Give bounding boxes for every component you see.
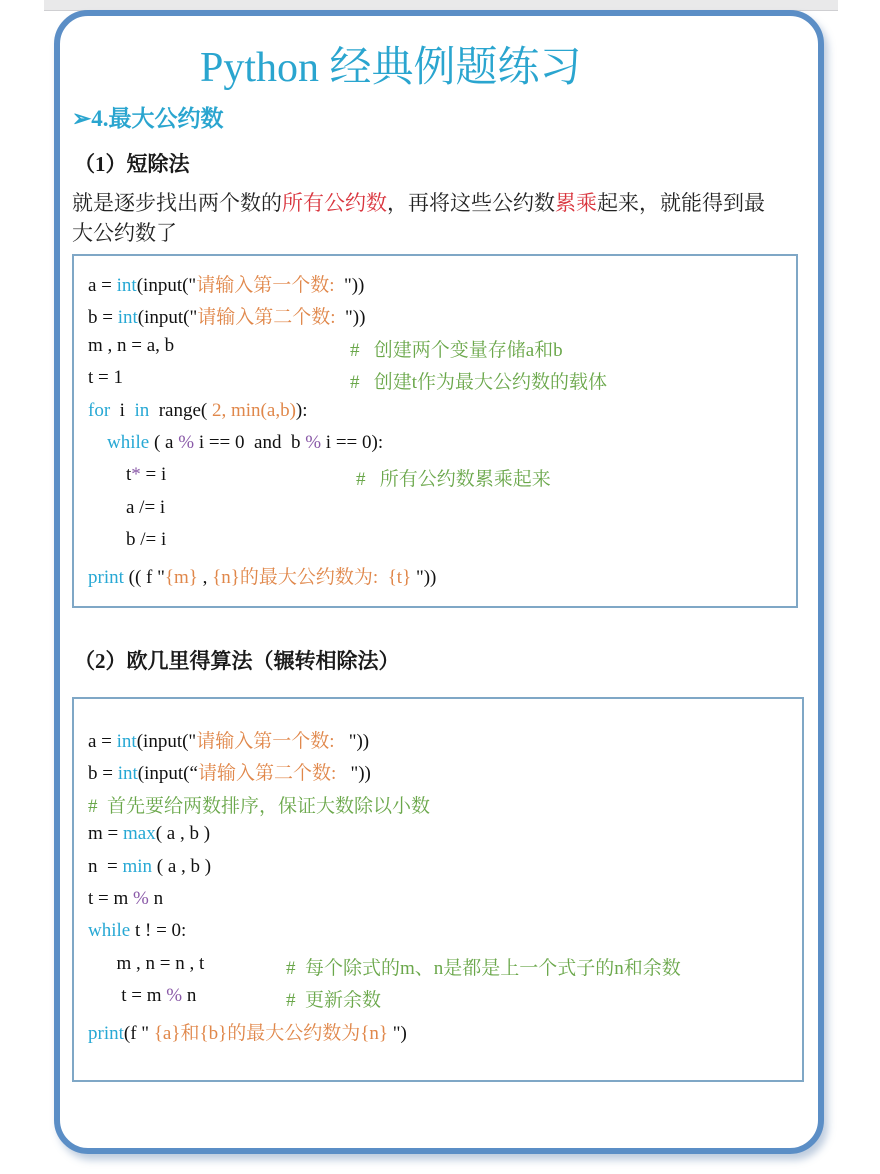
code-line [88,985,196,1007]
code-line [88,270,364,297]
code-string: 请输入第二个数: [197,307,346,329]
code-text: a = [88,275,117,296]
code-text: (input(" [137,307,198,329]
code-text: i == 0): [321,432,384,453]
code-operator: % [178,432,195,453]
code-text: = i [140,464,167,486]
code-comment: # 创建两个变量存储a和b [350,339,563,361]
code-text: ")) [345,307,366,329]
code-text: t = m [88,985,167,1007]
code-line [88,791,430,818]
method1-description [72,188,772,248]
method1-heading: （1）短除法 [74,152,190,176]
code-text [88,432,107,453]
code-keyword: min [122,855,153,877]
code-string: {n}的最大公约数为: {t} [212,566,412,588]
code-string: 请输入第一个数: [196,275,344,296]
code-keyword: int [116,731,137,752]
code-operator: % [305,432,322,453]
code-text: ")) [343,275,365,296]
code-comment: # 创建t作为最大公约数的载体 [350,372,608,394]
code-line [88,1018,407,1045]
code-text: b /= i [88,529,167,551]
code-text: range( [149,399,212,421]
code-comment: # 首先要给两数排序，保证大数除以小数 [88,795,431,817]
code-text: b = [88,307,118,329]
code-text: , [197,566,213,588]
code-text: ): [295,399,308,421]
method2-heading: （2）欧几里得算法（辗转相除法） [74,649,400,673]
code-line [88,953,204,975]
code-text: i == 0 and b [194,432,306,453]
code-line [88,497,165,519]
code-keyword: int [116,275,137,296]
code-text: ")) [350,763,371,785]
desc-text: ，再将这些公约数 [387,191,555,215]
code-text: (f " [123,1022,154,1044]
code-text: ")) [411,566,437,588]
desc-text: 就是逐步找出两个数的 [72,191,282,215]
code-line [88,464,166,486]
code-text: n [182,985,197,1007]
code-operator: % [133,888,149,909]
code-line [88,920,186,942]
section-heading: ➢4.最大公约数 [72,106,224,131]
code-text: i [110,399,135,421]
code-comment: # 更新余数 [286,990,382,1012]
code-text: (input(“ [137,763,198,785]
code-operator: * [131,464,141,486]
desc-text: 起来，就能得到最大公约数了 [72,191,765,245]
code-text: t = m [88,888,134,909]
code-keyword: print [88,1022,124,1044]
code-comment: # 每个除式的m、n是都是上一个式子的n和余数 [286,957,681,979]
code-text: t [88,464,132,486]
code-keyword: int [117,307,138,329]
code-text: m , n = n , t [88,952,205,974]
code-text: b = [88,763,118,785]
code-text: (( f " [123,566,165,588]
code-line [88,856,211,878]
code-keyword: for [88,399,111,421]
code-keyword: max [123,823,156,845]
code-text: ")) [348,731,370,752]
code-keyword: while [88,920,131,942]
code-line [88,888,163,910]
code-line [88,562,436,589]
code-operator: % [166,985,183,1007]
code-string: {m} [164,566,198,588]
code-text: n = [88,855,123,877]
code-line [88,758,371,785]
code-text: ") [387,1022,407,1044]
code-text: t ! = 0: [130,920,187,942]
code-text: m , n = a, b [88,334,175,356]
code-string: 请输入第一个数: [196,731,349,752]
code-text: ( a , b ) [152,855,212,877]
code-keyword: while [107,432,150,453]
code-line [88,302,365,329]
code-string: 2, min(a,b) [212,399,296,421]
code-line [88,726,369,753]
code-line [88,400,308,422]
page-title: Python 经典例题练习 [200,45,582,91]
code-text: m = [88,823,123,845]
code-string: {a}和{b}的最大公约数为{n} [153,1022,388,1044]
code-keyword: print [88,566,124,588]
code-text: a /= i [88,496,166,518]
code-text: (input(" [136,731,197,752]
desc-highlight: 累乘 [555,191,597,215]
code-text: ( a , b ) [155,823,211,845]
code-line [88,823,210,845]
code-line [88,367,123,389]
code-text: (input(" [136,275,197,296]
code-line [88,335,174,357]
code-keyword: int [117,763,138,785]
desc-highlight: 所有公约数 [282,191,387,215]
code-line [88,432,383,454]
code-string: 请输入第二个数: [197,763,351,785]
code-line [88,529,166,551]
code-text: ( a [149,432,179,453]
code-comment: # 所有公约数累乘起来 [356,469,551,491]
code-text: t = 1 [88,367,123,389]
code-text: a = [88,731,117,752]
code-text: n [148,888,164,909]
code-keyword: in [134,399,150,421]
